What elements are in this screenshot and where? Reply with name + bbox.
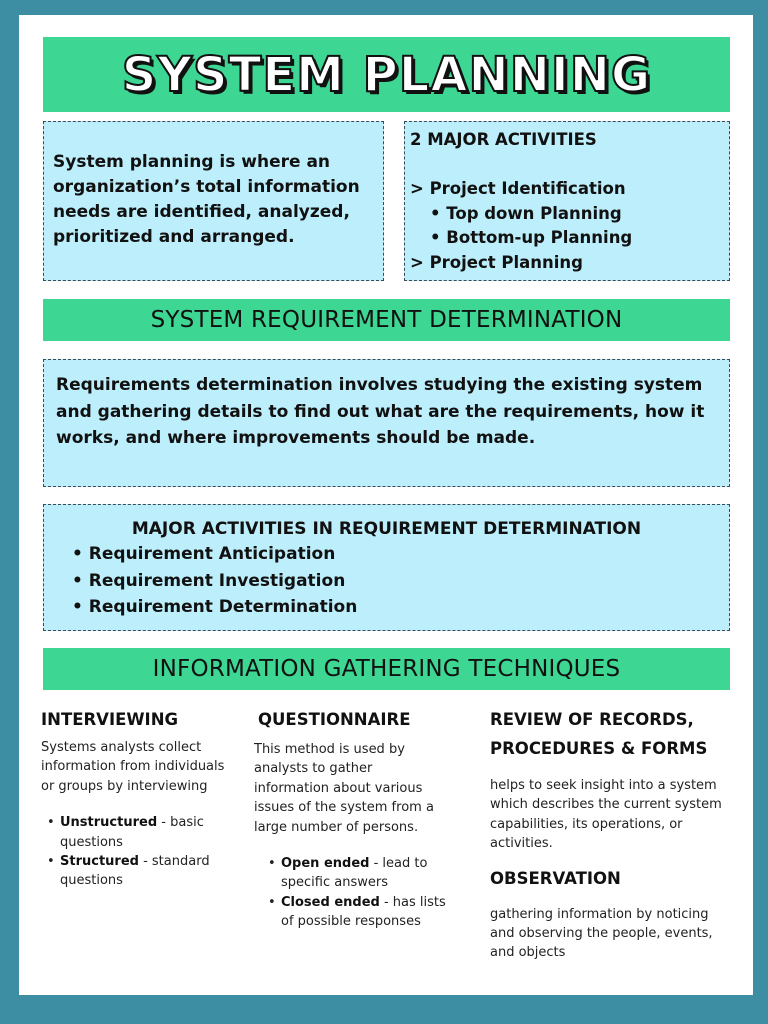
activities-box <box>404 121 730 281</box>
requirements-description: Requirements determination involves studying the existing system and gathering details to find out what are the requirements, how it works, and where improvements should be made. <box>56 375 705 448</box>
questionnaire-text: This method is used by analysts to gather information about various issues of the system from a large number of persons. <box>254 742 434 835</box>
interviewing-column <box>41 705 226 891</box>
major-item-determination: • Requirement Determination <box>72 597 358 617</box>
questionnaire-column <box>254 705 449 932</box>
intro-text: System planning is where an organization’s total information needs are identified, analyzed, prioritized and arranged. <box>53 152 360 247</box>
review-heading-line1: REVIEW OF RECORDS, <box>490 710 694 729</box>
review-text: helps to seek insight into a system which describes the current system capabilities, its operations, or activities. <box>490 778 722 852</box>
list-item: • Closed ended - has lists of possible responses <box>268 894 446 930</box>
major-activities-title: MAJOR ACTIVITIES IN REQUIREMENT DETERMINATION <box>131 519 642 539</box>
activity-bottom-up: • Bottom-up Planning <box>430 228 633 248</box>
intro-box <box>43 121 384 281</box>
activity-project-identification: > Project Identification <box>410 179 626 199</box>
title-banner <box>43 37 730 112</box>
major-activities-box <box>43 504 730 631</box>
review-heading-line2: PROCEDURES & FORMS <box>490 739 708 758</box>
observation-heading: OBSERVATION <box>490 868 621 888</box>
poster-page <box>19 15 753 995</box>
questionnaire-bullets <box>254 854 449 932</box>
section-banner-requirements <box>43 299 730 341</box>
section-title-requirements: SYSTEM REQUIREMENT DETERMINATION <box>150 307 623 333</box>
section-banner-techniques <box>43 648 730 690</box>
questionnaire-heading: QUESTIONNAIRE <box>258 710 411 729</box>
page-title: SYSTEM PLANNING <box>121 46 652 103</box>
major-item-anticipation: • Requirement Anticipation <box>72 544 336 564</box>
spacer <box>410 153 724 178</box>
interviewing-bullets <box>41 813 226 891</box>
list-item: • Unstructured - basic questions <box>47 815 204 850</box>
activities-heading: 2 MAJOR ACTIVITIES <box>410 130 597 149</box>
activity-project-planning: > Project Planning <box>410 252 583 272</box>
review-column <box>490 705 735 963</box>
activity-top-down: • Top down Planning <box>430 203 622 223</box>
list-item: • Open ended - lead to specific answers <box>268 856 428 891</box>
interviewing-text: Systems analysts collect information from individuals or groups by interviewing <box>41 740 225 794</box>
requirements-description-box <box>43 359 730 487</box>
observation-text: gathering information by noticing and observing the people, events, and objects <box>490 906 713 961</box>
major-item-investigation: • Requirement Investigation <box>72 570 346 591</box>
section-title-techniques: INFORMATION GATHERING TECHNIQUES <box>152 656 621 682</box>
list-item: • Structured - standard questions <box>47 854 210 889</box>
interviewing-heading: INTERVIEWING <box>41 710 179 729</box>
